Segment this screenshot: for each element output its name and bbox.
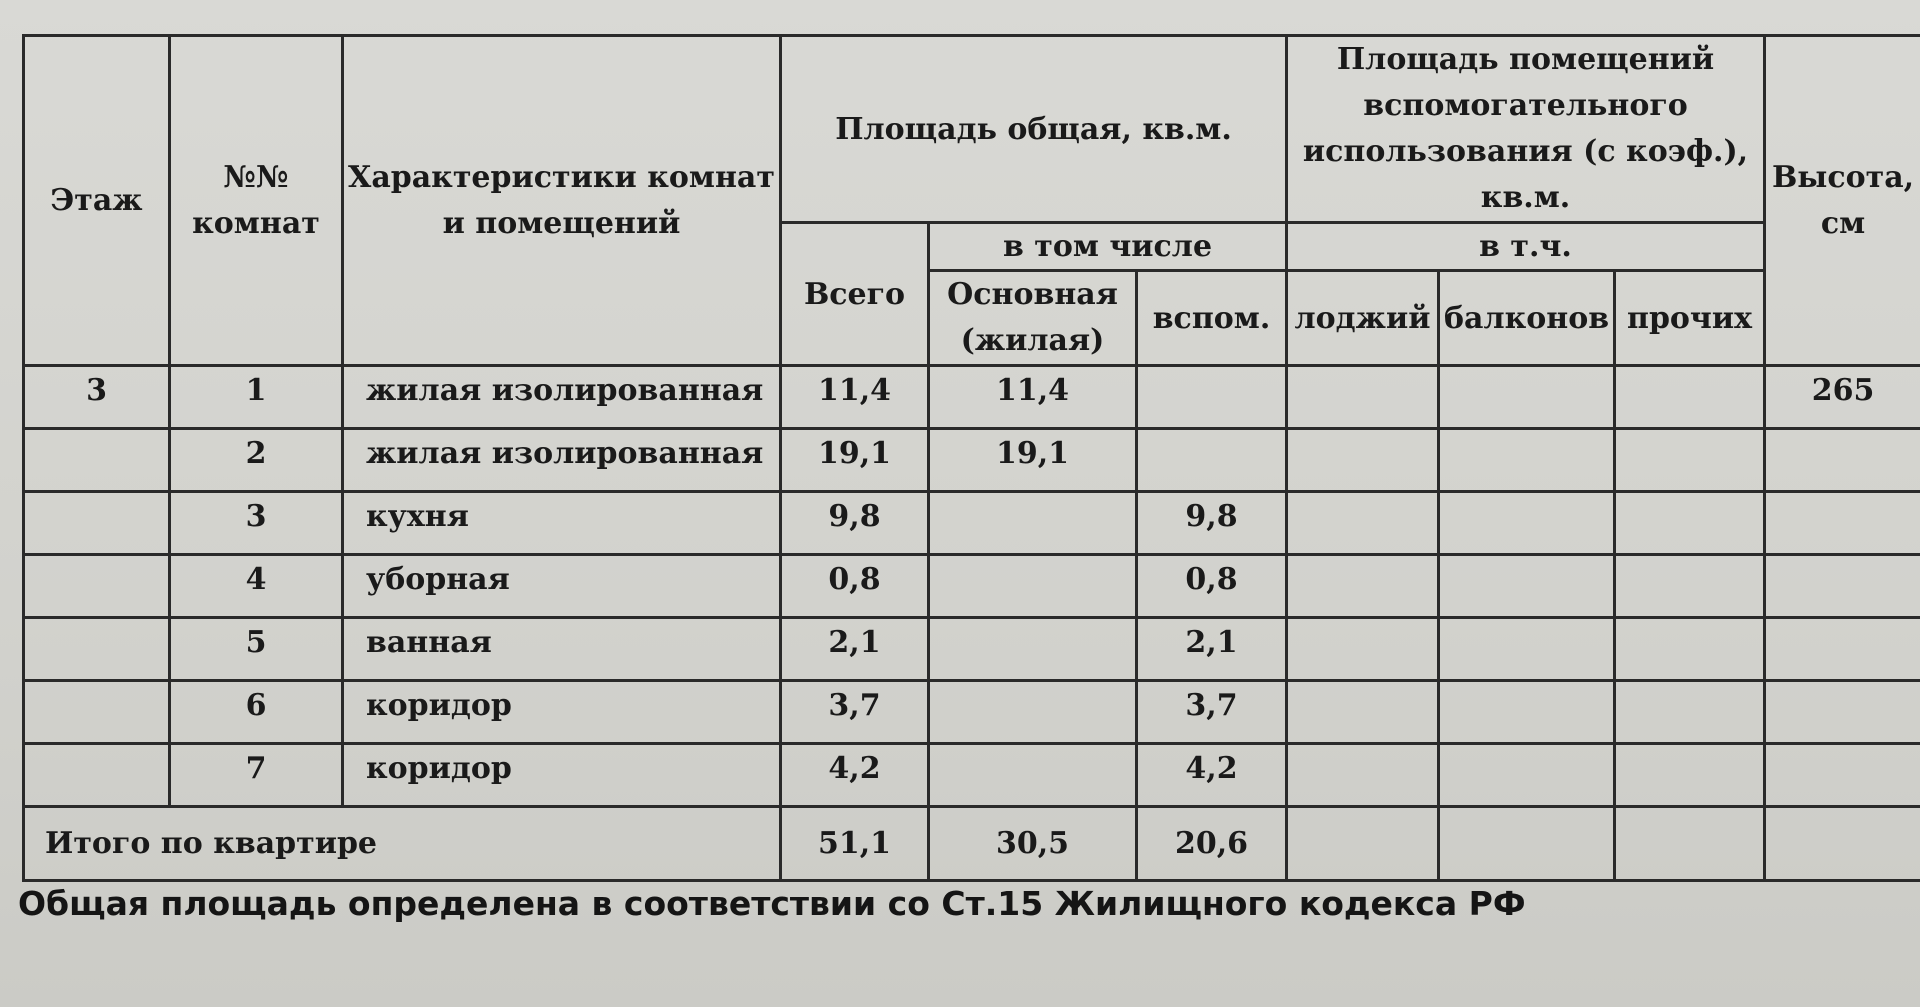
cell-room-name: коридор [343, 744, 781, 807]
cell-height [1765, 429, 1920, 492]
cell-height: 265 [1765, 366, 1920, 429]
cell-aux: 9,8 [1137, 492, 1287, 555]
cell-aux: 4,2 [1137, 744, 1287, 807]
cell-aux: 2,1 [1137, 618, 1287, 681]
cell-balcony [1439, 744, 1615, 807]
header-aux: вспом. [1137, 271, 1287, 366]
header-aux-area: Площадь помещений вспомогательного использования (с коэф.), кв.м. [1287, 36, 1765, 223]
cell-main: 11,4 [929, 366, 1137, 429]
totals-total: 51,1 [781, 807, 929, 881]
totals-main: 30,5 [929, 807, 1137, 881]
cell-floor: 3 [24, 366, 170, 429]
header-characteristics: Характеристики комнат и помещений [343, 36, 781, 366]
table-row [24, 681, 1920, 744]
cell-room-number: 4 [170, 555, 343, 618]
cell-main [929, 744, 1137, 807]
cell-floor [24, 681, 170, 744]
cell-aux: 3,7 [1137, 681, 1287, 744]
cell-other [1615, 429, 1765, 492]
cell-room-name: жилая изолированная [343, 429, 781, 492]
cell-room-name: жилая изолированная [343, 366, 781, 429]
cell-total: 0,8 [781, 555, 929, 618]
cell-loggia [1287, 618, 1439, 681]
cell-aux [1137, 366, 1287, 429]
cell-room-number: 3 [170, 492, 343, 555]
header-incl-short: в т.ч. [1287, 223, 1765, 271]
totals-label: Итого по квартире [24, 807, 781, 881]
totals-height [1765, 807, 1920, 881]
cell-height [1765, 681, 1920, 744]
header-loggias: лоджий [1287, 271, 1439, 366]
cell-total: 2,1 [781, 618, 929, 681]
header-height: Высота, см [1765, 36, 1920, 366]
cell-floor [24, 618, 170, 681]
table-row [24, 366, 1920, 429]
cell-other [1615, 618, 1765, 681]
table-row [24, 492, 1920, 555]
table-row [24, 744, 1920, 807]
cell-height [1765, 618, 1920, 681]
cell-room-number: 2 [170, 429, 343, 492]
cell-other [1615, 492, 1765, 555]
header-all: Всего [781, 223, 929, 366]
cell-balcony [1439, 681, 1615, 744]
totals-other [1615, 807, 1765, 881]
cell-room-name: ванная [343, 618, 781, 681]
cell-room-name: коридор [343, 681, 781, 744]
footnote: Общая площадь определена в соответствии со Ст.15 Жилищного кодекса РФ [18, 884, 1526, 923]
cell-main [929, 555, 1137, 618]
cell-balcony [1439, 366, 1615, 429]
header-room-number: №№ комнат [170, 36, 343, 366]
cell-other [1615, 555, 1765, 618]
cell-main: 19,1 [929, 429, 1137, 492]
cell-loggia [1287, 681, 1439, 744]
header-floor: Этаж [24, 36, 170, 366]
cell-height [1765, 492, 1920, 555]
header-balconies: балконов [1439, 271, 1615, 366]
cell-total: 3,7 [781, 681, 929, 744]
table-row [24, 618, 1920, 681]
table-row [24, 555, 1920, 618]
cell-loggia [1287, 555, 1439, 618]
totals-aux: 20,6 [1137, 807, 1287, 881]
cell-main [929, 618, 1137, 681]
cell-loggia [1287, 429, 1439, 492]
cell-balcony [1439, 429, 1615, 492]
cell-room-name: уборная [343, 555, 781, 618]
header-row-1 [24, 36, 1920, 223]
cell-height [1765, 555, 1920, 618]
cell-room-number: 5 [170, 618, 343, 681]
totals-balcony [1439, 807, 1615, 881]
cell-aux [1137, 429, 1287, 492]
header-main-living: Основная (жилая) [929, 271, 1137, 366]
cell-other [1615, 366, 1765, 429]
cell-balcony [1439, 618, 1615, 681]
cell-floor [24, 492, 170, 555]
cell-loggia [1287, 366, 1439, 429]
cell-room-number: 1 [170, 366, 343, 429]
room-area-table [22, 34, 1920, 882]
cell-floor [24, 555, 170, 618]
cell-total: 4,2 [781, 744, 929, 807]
cell-other [1615, 744, 1765, 807]
cell-other [1615, 681, 1765, 744]
cell-main [929, 492, 1137, 555]
cell-floor [24, 429, 170, 492]
header-including: в том числе [929, 223, 1287, 271]
cell-total: 19,1 [781, 429, 929, 492]
cell-room-name: кухня [343, 492, 781, 555]
cell-floor [24, 744, 170, 807]
totals-row [24, 807, 1920, 881]
cell-total: 11,4 [781, 366, 929, 429]
cell-total: 9,8 [781, 492, 929, 555]
cell-height [1765, 744, 1920, 807]
table-row [24, 429, 1920, 492]
cell-aux: 0,8 [1137, 555, 1287, 618]
cell-loggia [1287, 744, 1439, 807]
cell-loggia [1287, 492, 1439, 555]
cell-balcony [1439, 492, 1615, 555]
cell-balcony [1439, 555, 1615, 618]
header-other: прочих [1615, 271, 1765, 366]
header-total-area: Площадь общая, кв.м. [781, 36, 1287, 223]
cell-main [929, 681, 1137, 744]
totals-loggia [1287, 807, 1439, 881]
cell-room-number: 7 [170, 744, 343, 807]
cell-room-number: 6 [170, 681, 343, 744]
